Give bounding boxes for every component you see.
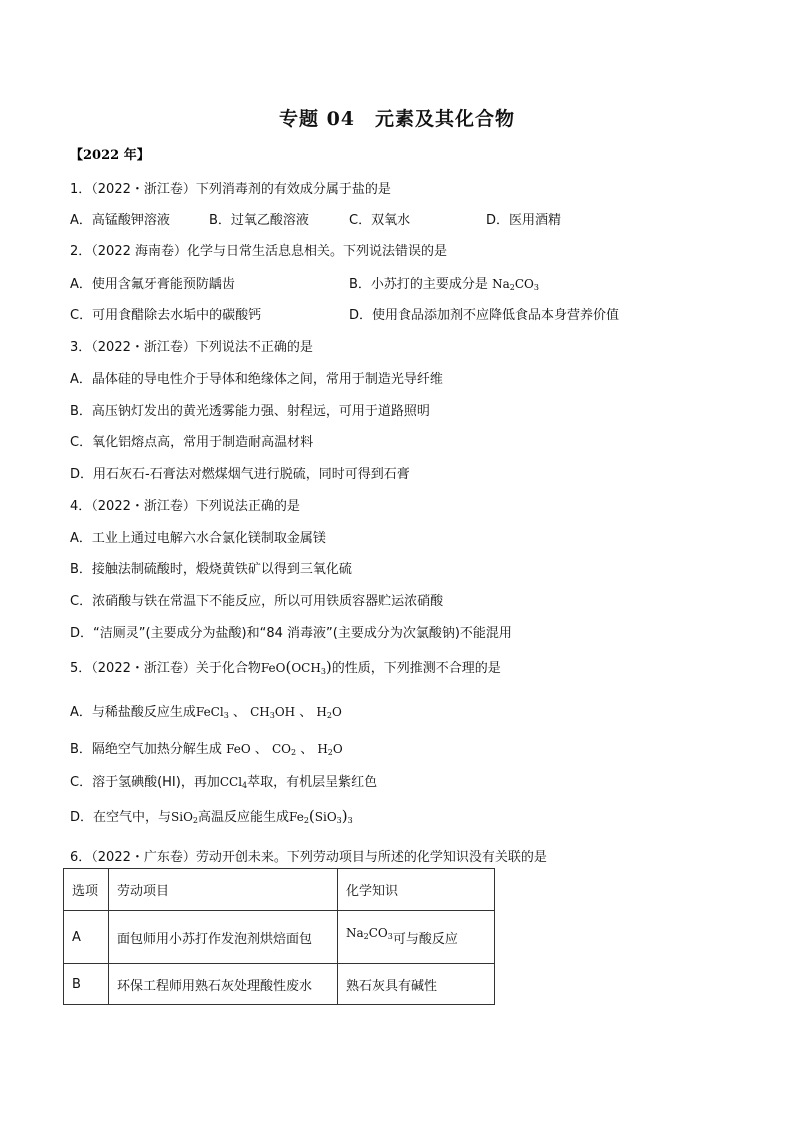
q1-option-c: C．双氧水 [349, 213, 411, 228]
row-b-item: 环保工程师用熟石灰处理酸性废水 [109, 964, 338, 1005]
q4-option-b: B．接触法制硫酸时，煅烧黄铁矿以得到三氧化硫 [70, 562, 352, 577]
q5-option-c-suffix: 萃取，有机层呈紫红色 [247, 775, 378, 790]
q5-option-c [70, 771, 377, 790]
q3-option-d: D．用石灰石-石膏法对燃煤烟气进行脱硫，同时可得到石膏 [70, 467, 410, 482]
q5-stem-prefix: 5．（2022・浙江卷）关于化合物 [70, 661, 261, 676]
formula-fecl3: FeCl$_3$ [195, 705, 229, 720]
labor-knowledge-table [63, 868, 495, 1005]
formula-fe2-sio3-3: $Fe_2(SiO_3)_3$ [289, 807, 353, 825]
q3-option-a: A．晶体硅的导电性介于导体和绝缘体之间，常用于制造光导纤维 [70, 372, 443, 387]
year-heading: 【2022 年】 [70, 148, 150, 163]
q2-option-c: C．可用食醋除去水垢中的碳酸钙 [70, 308, 262, 323]
question-6-stem: 6．（2022・广东卷）劳动开创未来。下列劳动项目与所述的化学知识没有关联的是 [70, 850, 547, 865]
question-5-stem [70, 657, 501, 676]
row-a-knowledge-text: 可与酸反应 [392, 931, 458, 947]
row-b-knowledge: 熟石灰具有碱性 [338, 964, 495, 1005]
q2-option-b-text: B．小苏打的主要成分是 [349, 277, 493, 292]
q4-option-c: C．浓硝酸与铁在常温下不能反应，所以可用铁质容器贮运浓硝酸 [70, 594, 444, 609]
q3-option-b: B．高压钠灯发出的黄光透雾能力强、射程远，可用于道路照明 [70, 404, 430, 419]
row-a-knowledge [338, 911, 495, 964]
row-a-item: 面包师用小苏打作发泡剂烘焙面包 [109, 911, 338, 964]
page-title: 专题 04 元素及其化合物 [278, 108, 516, 130]
table-row [64, 911, 495, 964]
q4-option-a: A．工业上通过电解六水合氯化镁制取金属镁 [70, 531, 326, 546]
q5-stem-suffix: 的性质，下列推测不合理的是 [331, 661, 501, 676]
q5-option-a: A．与稀盐酸反应生成FeCl$_3$ 、 $CH_3OH$ 、 $H_2O$ [70, 705, 342, 720]
row-a-option: A [64, 911, 109, 964]
q5-option-a-text: A．与稀盐酸反应生成 [70, 705, 196, 720]
question-3-stem: 3．（2022・浙江卷）下列说法不正确的是 [70, 340, 313, 355]
table-row [64, 964, 495, 1005]
question-1-stem: 1．（2022・浙江卷）下列消毒剂的有效成分属于盐的是 [70, 182, 391, 197]
q1-option-d: D．医用酒精 [486, 213, 562, 228]
q5-option-b-text: B．隔绝空气加热分解生成 [70, 742, 227, 757]
formula-co2: $CO_2$ [271, 742, 297, 757]
q5-option-d-mid: 高温反应能生成 [198, 810, 290, 825]
formula-feo-och3: $FeO(OCH_3)$ [260, 658, 332, 676]
q2-option-d: D．使用食品添加剂不应降低食品本身营养价值 [349, 308, 620, 323]
question-4-stem: 4．（2022・浙江卷）下列说法正确的是 [70, 499, 300, 514]
q5-option-b: B．隔绝空气加热分解生成 FeO 、 $CO_2$ 、 $H_2O$ [70, 742, 343, 757]
header-labor-item: 劳动项目 [109, 869, 338, 911]
q1-option-b: B．过氧乙酸溶液 [209, 213, 309, 228]
formula-na2co3: $Na_2CO_3$ [492, 277, 539, 292]
header-chem-knowledge: 化学知识 [338, 869, 495, 911]
q5-option-d [70, 806, 353, 825]
formula-feo: FeO [226, 742, 251, 756]
formula-h2o: $H_2O$ [316, 705, 342, 720]
formula-ccl4: CCl$_4$ [219, 775, 248, 790]
formula-sio2: SiO$_2$ [171, 810, 199, 825]
q2-option-a: A．使用含氟牙膏能预防龋齿 [70, 277, 235, 292]
q4-option-d: D．“洁厕灵”(主要成分为盐酸)和“84 消毒液”(主要成分为次氯酸钠)不能混用 [70, 626, 512, 641]
formula-h2o-b: $H_2O$ [317, 742, 343, 757]
q1-option-a: A．高锰酸钾溶液 [70, 213, 170, 228]
q5-option-c-prefix: C．溶于氢碘酸(HI)，再加 [70, 775, 220, 790]
header-option: 选项 [64, 869, 109, 911]
table-header-row [64, 869, 495, 911]
formula-ch3oh: $CH_3OH$ [250, 705, 296, 720]
row-b-option: B [64, 964, 109, 1005]
question-2-stem: 2．（2022 海南卷）化学与日常生活息息相关。下列说法错误的是 [70, 244, 447, 259]
q2-option-b [349, 273, 539, 292]
q3-option-c: C．氧化铝熔点高，常用于制造耐高温材料 [70, 435, 314, 450]
q5-option-d-prefix: D．在空气中，与 [70, 810, 172, 825]
formula-na2co3-table: $Na_2CO_3$ [346, 925, 393, 941]
